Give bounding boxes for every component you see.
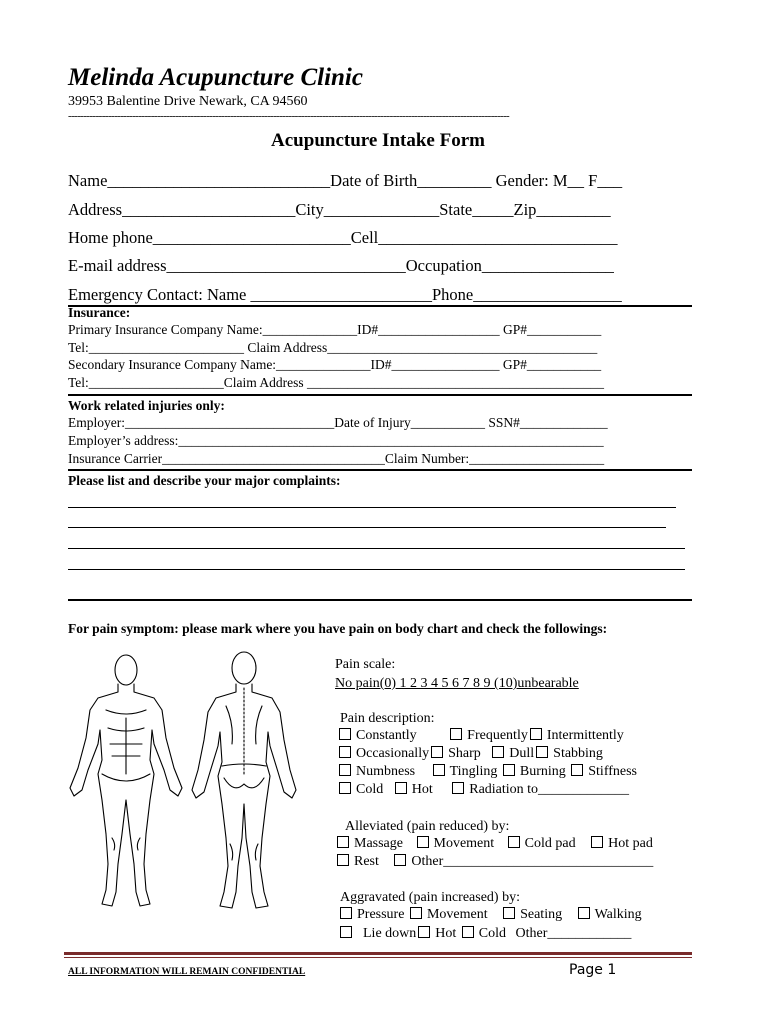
aggravated-row2: Lie down Hot Cold Other____________: [338, 925, 631, 943]
checkbox-seating[interactable]: [503, 907, 515, 919]
page-number: Page 1: [569, 962, 617, 978]
address-line[interactable]: Address_____________________City______________State_____Zip_________: [68, 200, 611, 219]
checkbox-radiation[interactable]: [452, 782, 464, 794]
clinic-address: 39953 Balentine Drive Newark, CA 94560: [68, 94, 308, 109]
checkbox-stabbing[interactable]: [536, 746, 548, 758]
checkbox-hot-aggravated[interactable]: [418, 926, 430, 938]
insurance-carrier-line[interactable]: Insurance Carrier_________________________________Claim Number:____________________: [68, 451, 605, 466]
complaint-line[interactable]: [68, 569, 685, 570]
checkbox-intermittently[interactable]: [530, 728, 542, 740]
pain-heading: For pain symptom: please mark where you have pain on body chart and check the followings:: [68, 621, 608, 636]
other-aggravated-field[interactable]: Other____________: [515, 926, 632, 941]
complaint-line[interactable]: [68, 548, 685, 549]
checkbox-constantly[interactable]: [339, 728, 351, 740]
form-title: Acupuncture Intake Form: [271, 130, 485, 151]
pain-description-row1: Constantly Frequently Intermittently: [337, 727, 624, 745]
body-chart[interactable]: [62, 648, 308, 920]
emergency-contact-line[interactable]: Emergency Contact: Name ______________________Phone__________________: [68, 285, 622, 304]
checkbox-tingling[interactable]: [433, 764, 445, 776]
checkbox-walking[interactable]: [578, 907, 590, 919]
checkbox-pressure[interactable]: [340, 907, 352, 919]
footer-rule-thin: [64, 957, 692, 958]
pain-description-row4: Cold Hot Radiation to_____________: [337, 781, 629, 799]
pain-scale[interactable]: No pain(0) 1 2 3 4 5 6 7 8 9 (10)unbearable: [335, 676, 579, 691]
primary-insurance-line[interactable]: Primary Insurance Company Name:______________ID#__________________ GP#___________: [68, 322, 602, 337]
name-dob-gender-line[interactable]: Name___________________________Date of Birth_________ Gender: M__ F___: [68, 171, 623, 190]
checkbox-numbness[interactable]: [339, 764, 351, 776]
insurance-heading: Insurance:: [68, 305, 131, 320]
secondary-insurance-line[interactable]: Secondary Insurance Company Name:______________ID#________________ GP#___________: [68, 357, 602, 372]
section-divider: [68, 469, 692, 471]
complaint-line[interactable]: [68, 527, 666, 528]
alleviated-row1: Massage Movement Cold pad Hot pad: [335, 835, 653, 853]
checkbox-cold[interactable]: [339, 782, 351, 794]
work-heading: Work related injuries only:: [68, 398, 225, 413]
front-body-figure: [70, 655, 182, 906]
alleviated-row2: Rest Other______________________________: [335, 853, 653, 871]
clinic-name: Melinda Acupuncture Clinic: [68, 64, 363, 91]
checkbox-movement-aggravated[interactable]: [410, 907, 422, 919]
section-divider: [68, 394, 692, 396]
aggravated-row1: Pressure Movement Seating Walking: [338, 906, 642, 924]
pain-description-row2: Occasionally Sharp Dull Stabbing: [337, 745, 603, 763]
complaint-line[interactable]: [68, 507, 676, 508]
checkbox-hot[interactable]: [395, 782, 407, 794]
checkbox-stiffness[interactable]: [571, 764, 583, 776]
checkbox-cold-pad[interactable]: [508, 836, 520, 848]
back-body-figure: [192, 652, 296, 908]
employer-line[interactable]: Employer:_______________________________Date of Injury___________ SSN#_____________: [68, 415, 608, 430]
employer-address-line[interactable]: Employer’s address:_______________________________________________________________: [68, 433, 604, 448]
footer-rule: [64, 952, 692, 955]
checkbox-movement[interactable]: [417, 836, 429, 848]
checkbox-cold-aggravated[interactable]: [462, 926, 474, 938]
aggravated-label: Aggravated (pain increased) by:: [340, 890, 520, 905]
checkbox-sharp[interactable]: [431, 746, 443, 758]
phone-line[interactable]: Home phone________________________Cell_____________________________: [68, 228, 618, 247]
checkbox-occasionally[interactable]: [339, 746, 351, 758]
checkbox-lie-down[interactable]: [340, 926, 352, 938]
checkbox-hot-pad[interactable]: [591, 836, 603, 848]
section-divider: [68, 305, 692, 307]
complaints-heading: Please list and describe your major complaints:: [68, 473, 341, 488]
secondary-tel-line[interactable]: Tel:____________________Claim Address ____________________________________________: [68, 375, 605, 390]
pain-scale-label: Pain scale:: [335, 657, 396, 672]
pain-description-row3: Numbness Tingling Burning Stiffness: [337, 763, 637, 781]
checkbox-other-alleviated[interactable]: [394, 854, 406, 866]
header-separator: ------------------------------------------------------------------------------------------------------------------------------------------------: [68, 110, 510, 122]
checkbox-massage[interactable]: [337, 836, 349, 848]
pain-description-label: Pain description:: [340, 711, 435, 726]
section-divider: [68, 599, 692, 601]
checkbox-dull[interactable]: [492, 746, 504, 758]
checkbox-frequently[interactable]: [450, 728, 462, 740]
confidential-notice: ALL INFORMATION WILL REMAIN CONFIDENTIAL: [68, 967, 306, 977]
primary-tel-line[interactable]: Tel:_______________________ Claim Address________________________________________: [68, 340, 598, 355]
checkbox-burning[interactable]: [503, 764, 515, 776]
alleviated-label: Alleviated (pain reduced) by:: [345, 819, 510, 834]
checkbox-rest[interactable]: [337, 854, 349, 866]
email-occupation-line[interactable]: E-mail address_____________________________Occupation________________: [68, 256, 614, 275]
